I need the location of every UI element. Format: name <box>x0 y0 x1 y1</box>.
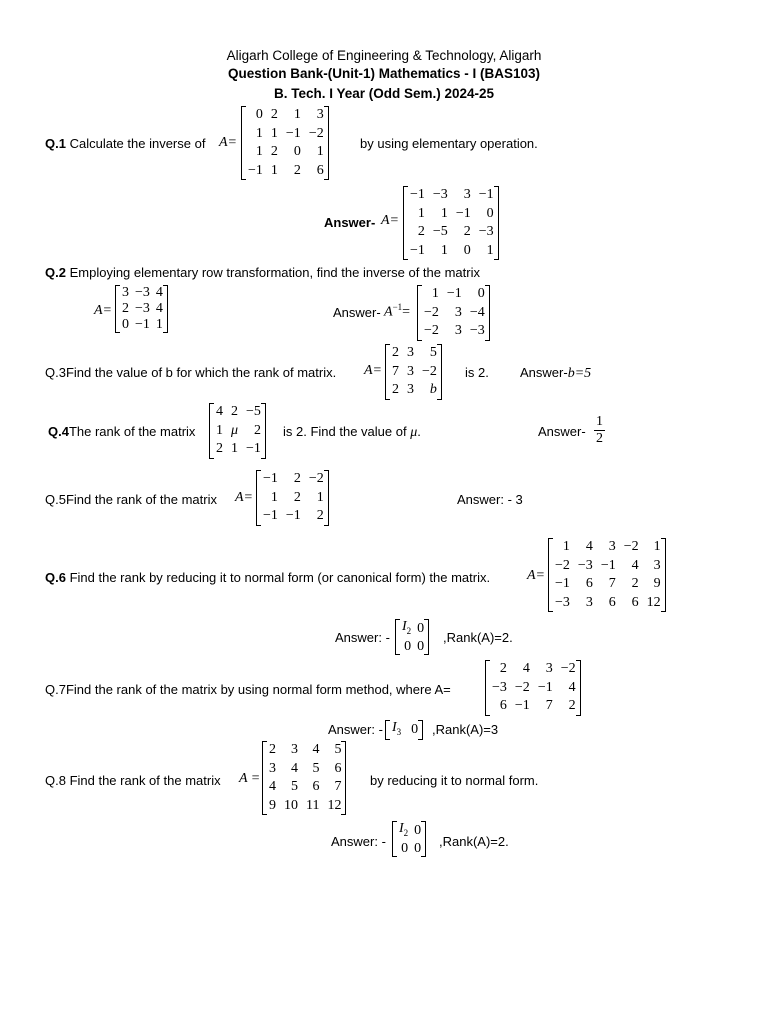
matrix-cell: 3 <box>545 661 553 676</box>
matrix-cell: −1 <box>285 508 301 523</box>
q6-matrix <box>548 538 666 612</box>
matrix-cell: 1 <box>440 205 448 221</box>
matrix-cell: 1 <box>316 144 324 159</box>
matrix-cell: 2 <box>392 382 399 397</box>
matrix-cell: 7 <box>334 779 342 794</box>
matrix-cell: 2 <box>463 224 471 239</box>
matrix-cell: −1 <box>285 125 301 141</box>
matrix-cell: −1 <box>246 441 261 456</box>
matrix-cell: 6 <box>499 698 507 713</box>
matrix-cell: −3 <box>492 679 507 695</box>
matrix-cell: −3 <box>555 594 570 610</box>
q5-var: A= <box>235 490 253 505</box>
matrix-cell: 3 <box>608 539 616 554</box>
q7-answer-rank: ,Rank(A)=3 <box>432 722 499 737</box>
semester-title: B. Tech. I Year (Odd Sem.) 2024-25 <box>273 86 495 101</box>
matrix-cell: 0 <box>255 107 263 122</box>
matrix-cell: −2 <box>555 557 570 573</box>
matrix-cell: 1 <box>417 205 425 221</box>
matrix-cell: 3 <box>407 382 414 397</box>
matrix-cell: 2 <box>270 144 278 159</box>
matrix-cell: 4 <box>522 661 530 676</box>
matrix-cell: 12 <box>646 594 661 610</box>
matrix-cell: 4 <box>155 301 163 316</box>
matrix-cell: −5 <box>246 404 261 419</box>
q1-text: Q.1 Calculate the inverse of <box>45 136 206 151</box>
matrix-cell: 7 <box>545 698 553 713</box>
matrix-cell: 7 <box>392 363 399 379</box>
matrix-cell: 1 <box>562 539 570 554</box>
matrix-cell: 2 <box>631 576 639 591</box>
matrix-cell: −1 <box>410 242 425 258</box>
matrix-cell: −3 <box>135 285 150 300</box>
matrix-cell: 0 <box>122 317 129 332</box>
q1-matrix <box>241 106 329 180</box>
q4-matrix <box>209 403 266 459</box>
matrix-cell: −1 <box>455 205 471 221</box>
matrix-cell: 1 <box>293 107 301 122</box>
matrix-cell: 0 <box>477 286 485 301</box>
matrix-cell: 4 <box>155 285 163 300</box>
course-title: Question Bank-(Unit-1) Mathematics - I (BAS103) <box>227 66 541 81</box>
q3-matrix <box>385 344 442 400</box>
matrix-cell: 3 <box>291 742 298 757</box>
matrix-cell: 4 <box>568 679 576 695</box>
matrix-cell: −2 <box>623 539 639 554</box>
q1-answer-var: A= <box>381 213 399 228</box>
matrix-cell: 0 <box>293 144 301 159</box>
matrix-cell: 3 <box>407 363 414 379</box>
matrix-cell: 6 <box>608 594 616 610</box>
matrix-cell: −1 <box>135 317 150 332</box>
q6-text: Q.6 Find the rank by reducing it to normal form (or canonical form) the matrix. <box>45 570 491 585</box>
matrix-cell: 4 <box>312 742 320 757</box>
matrix-cell: 2 <box>293 162 301 178</box>
matrix-cell: −3 <box>478 224 494 239</box>
q5-text: Q.5Find the rank of the matrix <box>45 492 217 507</box>
matrix-cell: 1 <box>155 317 163 332</box>
q1-answer-label: Answer- <box>324 215 376 230</box>
q2-answer-matrix <box>417 285 490 341</box>
matrix-cell: 4 <box>216 404 223 419</box>
matrix-cell: −3 <box>135 301 150 316</box>
q8-var: A = <box>239 771 261 786</box>
q6-answer-matrix: $I_2$ 0 0 0 <box>395 619 429 655</box>
q5-answer: Answer: - 3 <box>457 492 523 507</box>
matrix-cell: 3 <box>269 760 276 776</box>
matrix-cell: 0 <box>486 205 494 221</box>
matrix-cell: 1 <box>431 286 439 301</box>
matrix-cell: 1 <box>255 144 263 159</box>
matrix-cell: 2 <box>269 742 276 757</box>
q4-text: Q.4The rank of the matrix <box>48 424 196 439</box>
matrix-cell: 2 <box>293 489 301 505</box>
matrix-cell: 9 <box>653 576 661 591</box>
matrix-cell: −3 <box>469 323 485 338</box>
matrix-cell: 0 <box>463 242 471 258</box>
q4-answer-label: Answer- <box>538 424 586 439</box>
q8-matrix <box>262 741 346 815</box>
matrix-cell: 5 <box>291 779 298 794</box>
matrix-cell: −3 <box>577 557 593 573</box>
matrix-cell: 6 <box>585 576 593 591</box>
matrix-cell: 5 <box>312 760 320 776</box>
matrix-cell: −1 <box>514 698 530 713</box>
matrix-cell: 6 <box>631 594 639 610</box>
q7-answer-label: Answer: - <box>328 722 383 737</box>
matrix-cell: 2 <box>392 345 399 360</box>
q1-var: A= <box>219 135 237 150</box>
matrix-cell: 12 <box>327 797 342 813</box>
matrix-cell: 1 <box>270 125 278 141</box>
q2-answer-label: Answer- <box>333 305 381 320</box>
matrix-cell: 3 <box>653 557 661 573</box>
matrix-cell: 11 <box>306 797 320 813</box>
q2-var: A= <box>94 303 112 318</box>
q1-text-end: by using elementary operation. <box>360 136 538 151</box>
matrix-cell: −1 <box>555 576 570 591</box>
matrix-cell: 3 <box>407 345 414 360</box>
q3-text-end: is 2. <box>465 365 489 380</box>
q8-answer-matrix: $I_2$ 0 0 0 <box>392 821 426 857</box>
matrix-cell: 3 <box>585 594 593 610</box>
q2-matrix <box>115 285 168 333</box>
matrix-cell: 1 <box>653 539 661 554</box>
matrix-cell: 2 <box>316 508 324 523</box>
q6-var: A= <box>527 568 545 583</box>
matrix-cell: 1 <box>270 489 278 505</box>
matrix-cell: 5 <box>429 345 437 360</box>
q2-text: Q.2 Employing elementary row transformation, find the inverse of the matrix <box>45 265 480 280</box>
matrix-cell: −1 <box>263 471 278 486</box>
matrix-cell: 2 <box>231 404 239 419</box>
q7-answer-matrix: $I_3$ 0 <box>385 720 423 740</box>
matrix-cell: 1 <box>440 242 448 258</box>
matrix-cell: 2 <box>122 301 129 316</box>
matrix-cell: −1 <box>537 679 553 695</box>
matrix-cell: 10 <box>284 797 298 813</box>
matrix-cell: −2 <box>424 323 439 338</box>
q1-answer-matrix <box>403 186 499 260</box>
matrix-cell: 1 <box>255 125 263 141</box>
matrix-cell: 4 <box>631 557 639 573</box>
matrix-cell: 2 <box>216 441 223 456</box>
matrix-cell: 4 <box>269 779 276 794</box>
college-name: Aligarh College of Engineering & Technology, Aligarh <box>226 48 542 63</box>
q8-answer-label: Answer: - <box>331 834 386 849</box>
matrix-cell: −3 <box>432 187 448 202</box>
matrix-cell: 2 <box>499 661 507 676</box>
matrix-cell: 2 <box>253 422 261 438</box>
q4-text-end: is 2. Find the value of μ. <box>283 424 421 440</box>
q6-answer-rank: ,Rank(A)=2. <box>443 630 513 645</box>
matrix-cell: −2 <box>560 661 576 676</box>
matrix-cell: 4 <box>291 760 298 776</box>
matrix-cell: −1 <box>263 508 278 523</box>
matrix-cell: 2 <box>417 224 425 239</box>
matrix-cell: 7 <box>608 576 616 591</box>
matrix-cell: 6 <box>316 162 324 178</box>
matrix-cell: −2 <box>308 471 324 486</box>
matrix-cell: 1 <box>270 162 278 178</box>
matrix-cell: 4 <box>585 539 593 554</box>
q3-text: Q.3Find the value of b for which the rank of matrix. <box>45 365 337 380</box>
matrix-cell: 1 <box>231 441 239 456</box>
matrix-cell: 6 <box>312 779 320 794</box>
matrix-cell: −1 <box>248 162 263 178</box>
matrix-cell: 3 <box>454 304 462 320</box>
q7-text: Q.7Find the rank of the matrix by using normal form method, where A= <box>45 682 451 697</box>
matrix-cell: 2 <box>568 698 576 713</box>
q8-answer-rank: ,Rank(A)=2. <box>439 834 509 849</box>
matrix-cell: −1 <box>478 187 494 202</box>
matrix-cell: −1 <box>600 557 616 573</box>
matrix-cell: 9 <box>269 797 276 813</box>
q5-matrix <box>256 470 329 526</box>
q7-matrix <box>485 660 581 716</box>
q2-answer-var: $A^{-1}=$ <box>384 302 411 320</box>
matrix-cell: 6 <box>334 760 342 776</box>
matrix-cell: −2 <box>424 304 439 320</box>
matrix-cell: 3 <box>463 187 471 202</box>
q3-answer: Answer-b=5 <box>520 365 592 381</box>
q4-answer-fraction: $\frac{1}{2}$ <box>596 414 603 446</box>
matrix-cell: −2 <box>422 363 437 379</box>
matrix-cell: −2 <box>308 125 324 141</box>
q8-text: Q.8 Find the rank of the matrix <box>45 773 221 788</box>
matrix-cell: −5 <box>432 224 448 239</box>
matrix-cell: 2 <box>293 471 301 486</box>
matrix-cell: 3 <box>122 285 129 300</box>
matrix-cell: 1 <box>216 422 223 438</box>
matrix-cell: −1 <box>410 187 425 202</box>
matrix-cell: μ <box>231 422 239 438</box>
q6-answer-label: Answer: - <box>335 630 390 645</box>
matrix-cell: −1 <box>446 286 462 301</box>
matrix-cell: 1 <box>486 242 494 258</box>
matrix-cell: −4 <box>469 304 485 320</box>
matrix-cell: −2 <box>514 679 530 695</box>
matrix-cell: 3 <box>316 107 324 122</box>
matrix-cell: 3 <box>454 323 462 338</box>
matrix-cell: 2 <box>270 107 278 122</box>
matrix-cell: b <box>429 382 437 397</box>
q8-text-end: by reducing it to normal form. <box>370 773 539 788</box>
matrix-cell: 1 <box>316 489 324 505</box>
matrix-cell: 5 <box>334 742 342 757</box>
q3-var: A= <box>364 363 382 378</box>
